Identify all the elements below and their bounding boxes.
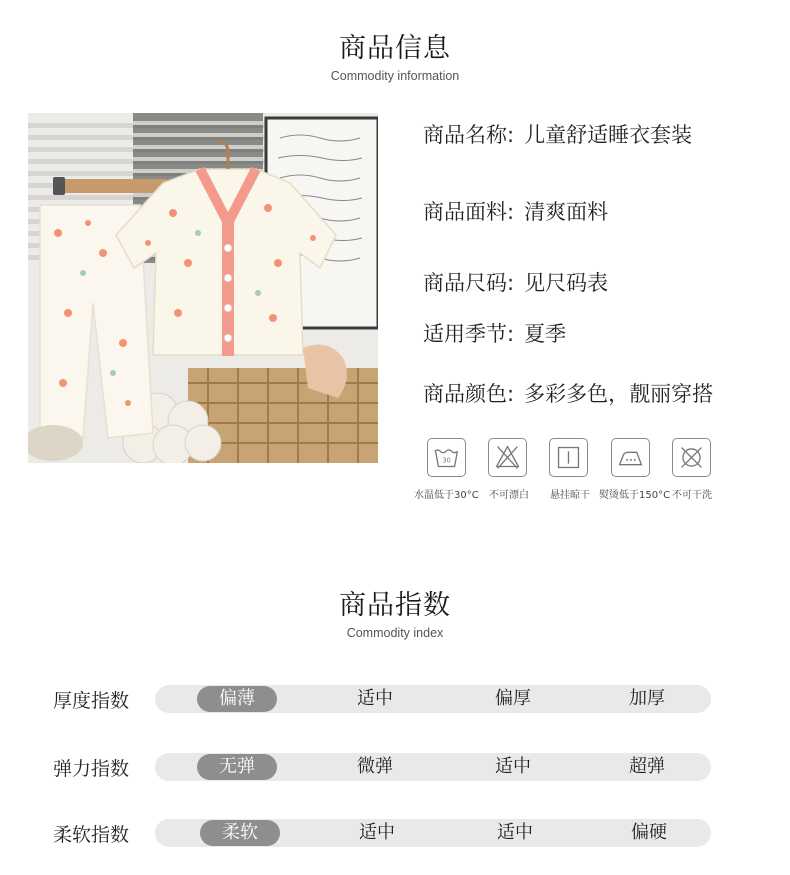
elasticity-index-scale [155, 753, 711, 781]
elasticity-index-label: 弹力指数 [53, 758, 130, 780]
info-row-color [423, 378, 713, 408]
softness-index-label: 柔软指数 [53, 824, 130, 846]
wash-temp-text: 30 [442, 456, 451, 465]
info-label: 商品名称: [423, 123, 515, 147]
info-label: 商品颜色: [423, 382, 515, 406]
no-bleach-icon [488, 438, 527, 477]
care-label: 不可漂白 [489, 490, 529, 501]
product-photo [28, 113, 378, 463]
info-row-season [423, 318, 566, 348]
info-section-subtitle: Commodity information [330, 69, 460, 83]
softness-option: 柔软 [200, 820, 280, 846]
elasticity-option: 超弹 [629, 756, 665, 777]
info-label: 商品面料: [423, 200, 515, 224]
elasticity-option: 无弹 [197, 754, 277, 780]
thickness-index-scale [155, 685, 711, 713]
thickness-option: 加厚 [629, 688, 665, 709]
info-section-title: 商品信息 [339, 33, 451, 64]
index-section-subtitle: Commodity index [346, 626, 444, 640]
care-label: 水温低于30°C [414, 490, 479, 501]
info-value: 清爽面料 [524, 200, 609, 224]
info-row-fabric [423, 196, 608, 226]
thickness-index-label: 厚度指数 [53, 690, 130, 712]
info-label: 适用季节: [423, 322, 515, 346]
thickness-option: 适中 [357, 688, 393, 709]
care-label: 不可干洗 [672, 490, 712, 501]
info-row-size [423, 267, 608, 297]
info-value: 夏季 [524, 322, 567, 346]
iron-icon [611, 438, 650, 477]
softness-option: 适中 [497, 822, 533, 843]
care-label: 熨烫低于150°C [599, 490, 671, 501]
elasticity-option: 微弹 [357, 756, 393, 777]
softness-option: 偏硬 [631, 822, 667, 843]
care-label: 悬挂晾干 [550, 490, 590, 501]
info-label: 商品尺码: [423, 271, 515, 295]
softness-index-scale [155, 819, 711, 847]
wash-30-icon [427, 438, 466, 477]
info-value: 儿童舒适睡衣套装 [524, 123, 693, 147]
hang-dry-icon [549, 438, 588, 477]
elasticity-option: 适中 [495, 756, 531, 777]
index-section-title: 商品指数 [339, 590, 451, 621]
thickness-option: 偏厚 [495, 688, 531, 709]
thickness-option: 偏薄 [197, 686, 277, 712]
softness-option: 适中 [359, 822, 395, 843]
info-row-name [423, 119, 692, 149]
info-value: 多彩多色，靓丽穿搭 [524, 382, 714, 406]
no-dry-clean-icon [672, 438, 711, 477]
info-value: 见尺码表 [524, 271, 609, 295]
